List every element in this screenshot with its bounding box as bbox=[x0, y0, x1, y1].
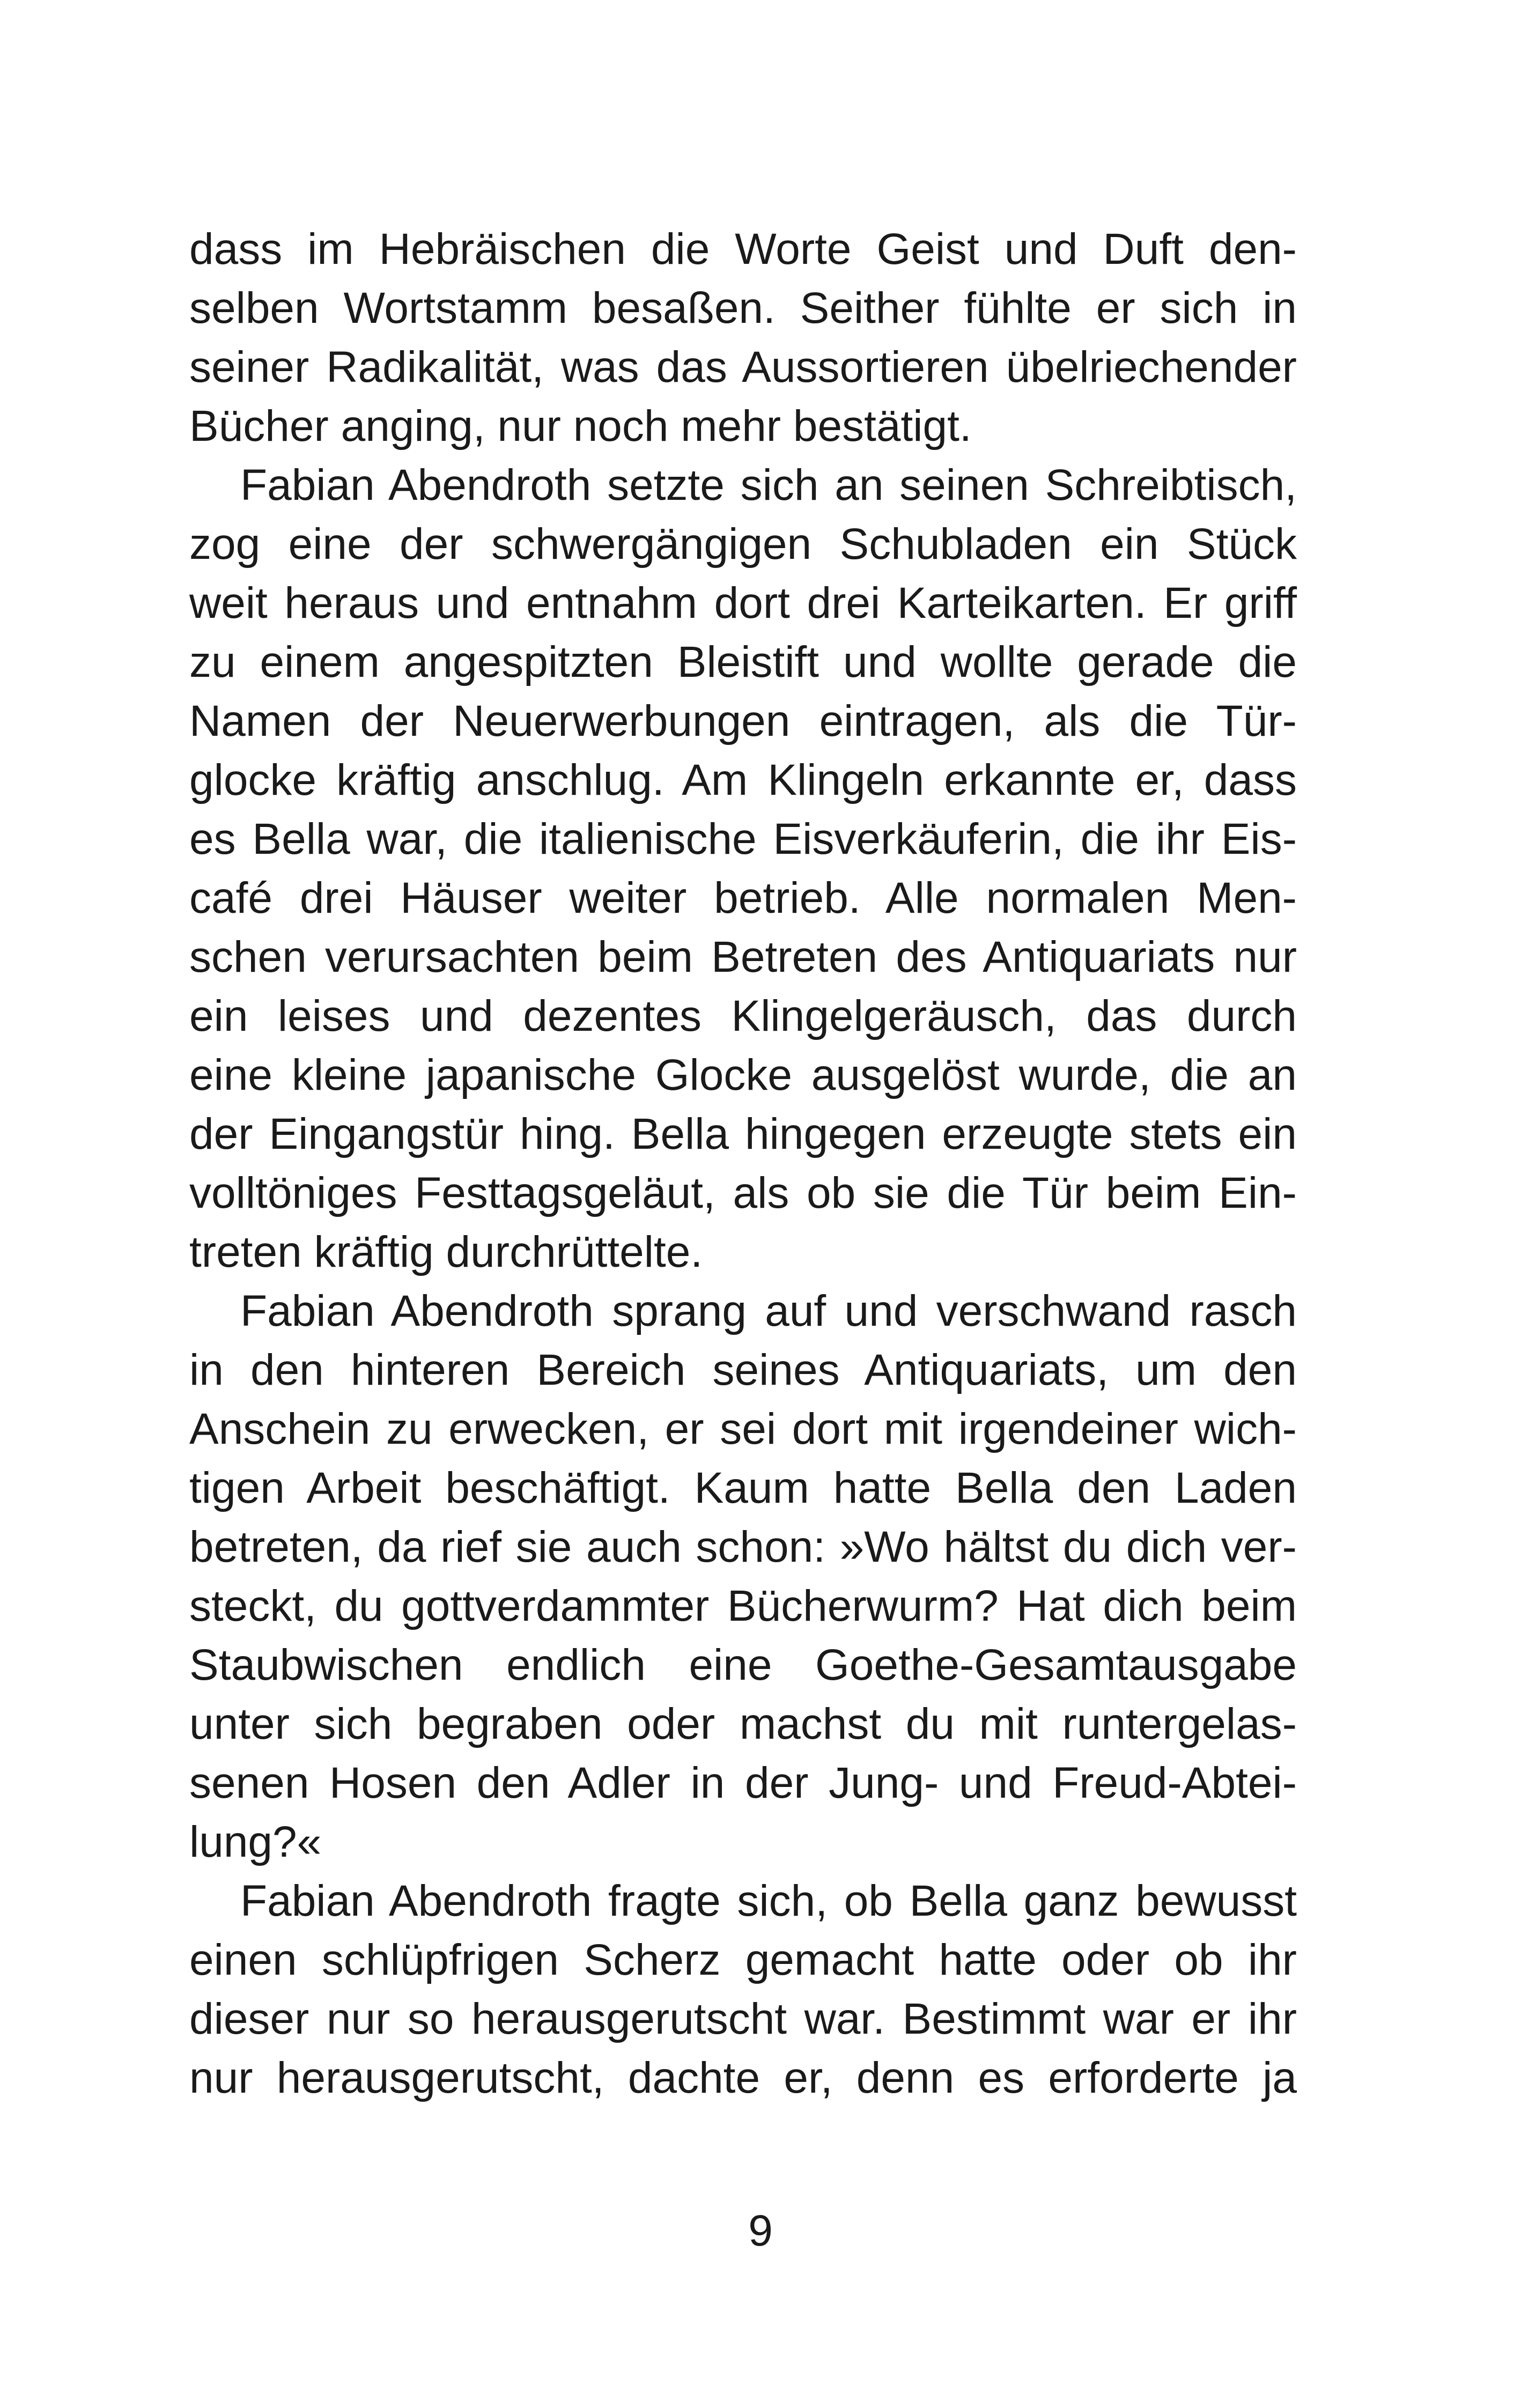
text-line: einen schlüpfrigen Scherz gemacht hatte oder ob ihr bbox=[189, 1936, 1297, 1984]
text-line: volltöniges Festtagsgeläut, als ob sie die Tür beim Ein- bbox=[189, 1169, 1297, 1217]
text-line: Bücher anging, nur noch mehr bestätigt. bbox=[189, 402, 972, 450]
text-line: zu einem angespitzten Bleistift und wollte gerade die bbox=[189, 638, 1297, 686]
text-line: eine kleine japanische Glocke ausgelöst wurde, die an bbox=[189, 1051, 1297, 1099]
text-line: glocke kräftig anschlug. Am Klingeln erkannte er, dass bbox=[189, 756, 1297, 804]
text-line: dieser nur so herausgerutscht war. Bestimmt war er ihr bbox=[189, 1995, 1297, 2043]
text-line: betreten, da rief sie auch schon: »Wo hältst du dich ver- bbox=[189, 1523, 1297, 1571]
text-line: Anschein zu erwecken, er sei dort mit irgendeiner wich- bbox=[189, 1405, 1297, 1453]
text-line: Namen der Neuerwerbungen eintragen, als die Tür- bbox=[189, 697, 1297, 745]
page-number: 9 bbox=[748, 2206, 773, 2255]
text-line: Fabian Abendroth setzte sich an seinen Schreibtisch, bbox=[240, 461, 1297, 509]
text-line: tigen Arbeit beschäftigt. Kaum hatte Bella den Laden bbox=[189, 1464, 1297, 1512]
text-line: nur herausgerutscht, dachte er, denn es erforderte ja bbox=[189, 2054, 1297, 2102]
text-line: seiner Radikalität, was das Aussortieren übelriechender bbox=[189, 343, 1297, 392]
text-line: unter sich begraben oder machst du mit runtergelas- bbox=[189, 1700, 1297, 1748]
text-line: dass im Hebräischen die Worte Geist und Duft den- bbox=[189, 225, 1297, 274]
text-line: ein leises und dezentes Klingelgeräusch, das durch bbox=[189, 992, 1297, 1040]
text-line: weit heraus und entnahm dort drei Karteikarten. Er griff bbox=[189, 579, 1297, 627]
text-line: Staubwischen endlich eine Goethe-Gesamtausgabe bbox=[189, 1641, 1297, 1689]
text-line: café drei Häuser weiter betrieb. Alle normalen Men- bbox=[189, 874, 1297, 922]
text-line: treten kräftig durchrüttelte. bbox=[189, 1228, 703, 1276]
text-line: Fabian Abendroth sprang auf und verschwand rasch bbox=[240, 1287, 1297, 1335]
text-line: Fabian Abendroth fragte sich, ob Bella ganz bewusst bbox=[240, 1877, 1297, 1925]
text-line: der Eingangstür hing. Bella hingegen erzeugte stets ein bbox=[189, 1110, 1297, 1158]
text-line: senen Hosen den Adler in der Jung- und Freud-Abtei- bbox=[189, 1759, 1297, 1807]
text-line: in den hinteren Bereich seines Antiquariats, um den bbox=[189, 1346, 1297, 1394]
text-line: lung?« bbox=[189, 1818, 322, 1866]
text-line: zog eine der schwergängigen Schubladen ein Stück bbox=[189, 520, 1297, 568]
text-line: schen verursachten beim Betreten des Antiquariats nur bbox=[189, 933, 1297, 981]
body-text bbox=[189, 220, 1297, 2108]
text-line: selben Wortstamm besaßen. Seither fühlte er sich in bbox=[189, 284, 1297, 333]
text-line: steckt, du gottverdammter Bücherwurm? Hat dich beim bbox=[189, 1582, 1297, 1630]
text-line: es Bella war, die italienische Eisverkäuferin, die ihr Eis- bbox=[189, 815, 1297, 863]
